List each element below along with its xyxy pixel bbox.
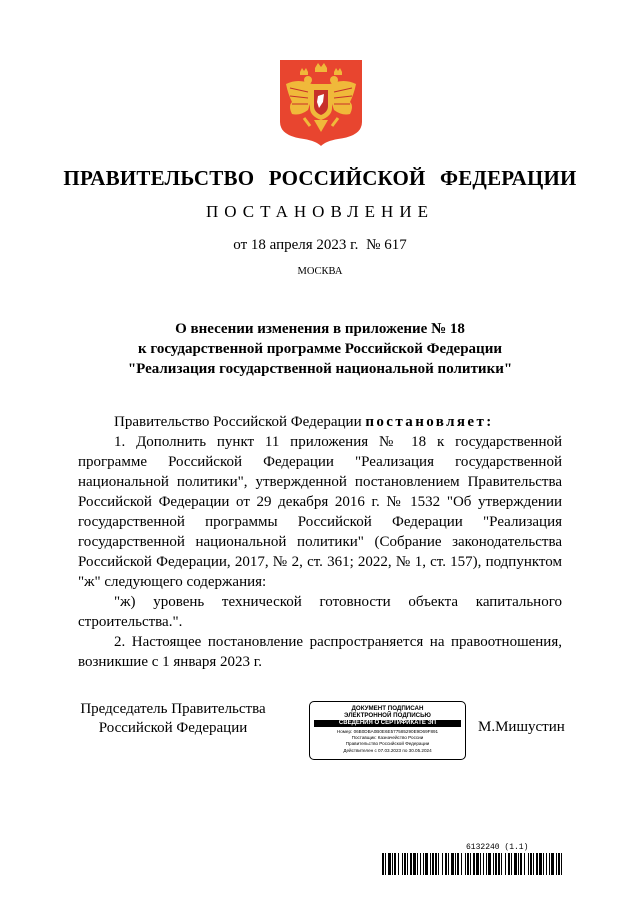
paragraph-2: "ж) уровень технической готовности объекта капитального строительства.".	[78, 594, 562, 630]
stamp-heading-line-1: ДОКУМЕНТ ПОДПИСАН	[351, 705, 424, 712]
subject-line-1: О внесении изменения в приложение № 18	[175, 321, 465, 337]
stamp-heading-line-2: ЭЛЕКТРОННОЙ ПОДПИСЬЮ	[344, 712, 431, 719]
stamp-issuer: Поставщик: Казначейство России	[351, 735, 424, 741]
resolves-word: постановляет:	[365, 414, 494, 430]
stamp-certificate-bar: СВЕДЕНИЯ О СЕРТИФИКАТЕ ЭП	[314, 720, 461, 727]
document-type: ПОСТАНОВЛЕНИЕ	[205, 202, 434, 221]
subject-line-2: к государственной программе Российской Федерации	[138, 341, 502, 357]
barcode-number: 6132240 (1.1)	[466, 843, 529, 852]
barcode-icon	[382, 853, 562, 875]
paragraph-1: 1. Дополнить пункт 11 приложения № 18 к государственной программе Российской Федерации "Реализация государственной национальной политики", утвержденной постановлением Правительства Российской Федерации от 29 декабря 2016 г. № 1532 "Об утверждении государственной программы Российской Федерации "Реализация государственной национальной политики" (Собрание законодательства Российской Федерации, 2017, № 2, ст. 361; 2022, № 1, ст. 157), подпунктом "ж" следующего содержания:	[78, 434, 562, 590]
stamp-owner: Правительство Российской Федерации	[345, 741, 430, 747]
document-date-line	[0, 237, 640, 254]
stamp-heading	[310, 705, 465, 719]
government-title: ПРАВИТЕЛЬСТВО РОССИЙСКОЙ ФЕДЕРАЦИИ	[63, 166, 577, 190]
document-number: № 617	[366, 237, 407, 253]
subject-line-3: "Реализация государственной национальной политики"	[127, 361, 513, 377]
signatory-title	[78, 700, 268, 738]
intro-paragraph	[78, 412, 562, 432]
signatory-name: М.Мишустин	[478, 719, 565, 735]
coat-of-arms-icon	[278, 58, 364, 146]
stamp-serial: Номер: 06B0DBA0B0E6E577585290E9D69F891	[336, 729, 439, 734]
paragraph-3: 2. Настоящее постановление распространяется на правоотношения, возникшие с 1 января 2023 г.	[78, 634, 562, 670]
signatory-title-line-2: Российской Федерации	[98, 720, 248, 736]
stamp-validity: Действителен с 07.03.2023 по 30.05.2024	[343, 747, 432, 753]
document-body	[78, 412, 562, 672]
document-subject	[60, 319, 580, 379]
document-city: МОСКВА	[297, 266, 343, 277]
signatory-title-line-1: Председатель Правительства	[80, 701, 266, 717]
intro-text: Правительство Российской Федерации	[114, 414, 366, 430]
electronic-signature-stamp	[309, 701, 466, 760]
document-date: от 18 апреля 2023 г.	[233, 237, 359, 253]
